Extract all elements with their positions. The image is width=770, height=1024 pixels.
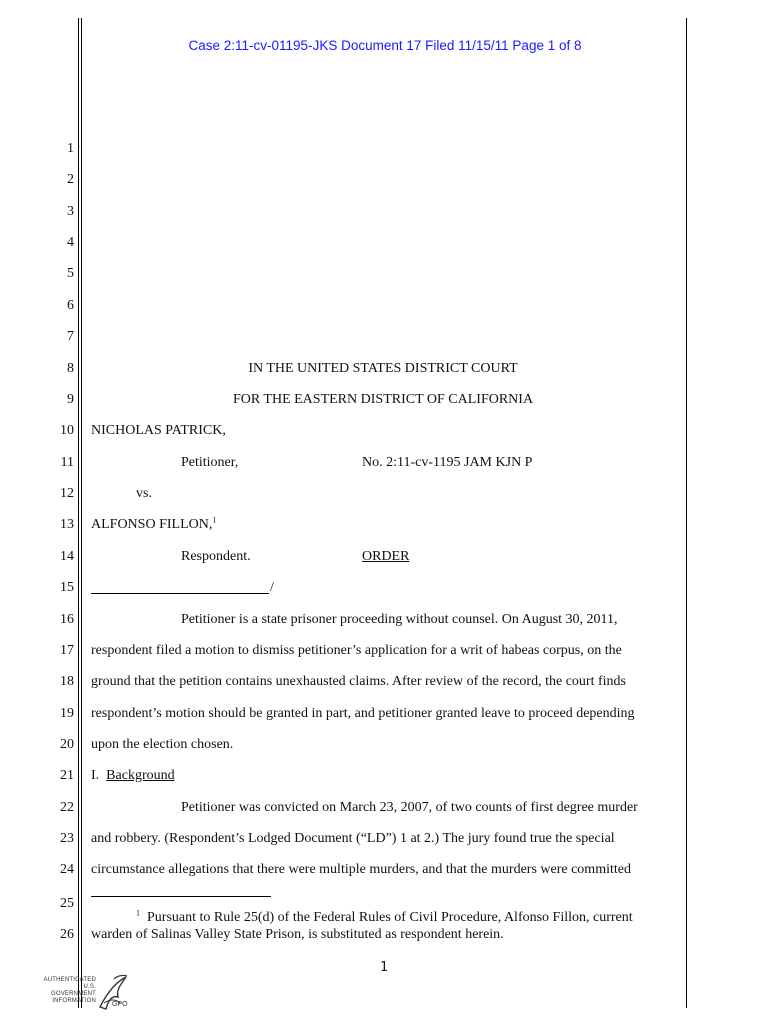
line-number: 19 [60,706,74,721]
line-number: 11 [60,455,74,470]
page-number: 1 [380,960,388,975]
body-line: respondent filed a motion to dismiss petitioner’s application for a writ of habeas corpus, on the [91,643,622,658]
line-number: 12 [60,486,74,501]
line-number: 5 [67,266,74,281]
body-line: ground that the petition contains unexhausted claims. After review of the record, the court finds [91,674,626,689]
line-number: 3 [67,204,74,219]
petitioner-role: Petitioner, [181,455,239,470]
caption-underline [91,593,269,594]
line-number: 16 [60,612,74,627]
respondent-name: ALFONSO FILLON,$^1$ [91,515,217,532]
caption-slash: / [270,580,274,595]
gpo-label: GPO [112,1001,128,1008]
line-number: 22 [60,800,74,815]
line-number: 13 [60,517,74,532]
line-number: 2 [67,172,74,187]
badge-text: AUTHENTICATED [43,977,96,983]
body-line: respondent’s motion should be granted in part, and petitioner granted leave to proceed depending [91,706,635,721]
body-line: Petitioner is a state prisoner proceeding without counsel. On August 30, 2011, [181,612,618,627]
section-heading: I. Background [91,768,175,783]
line-number: 7 [67,329,74,344]
case-number: No. 2:11-cv-1195 JAM KJN P [362,455,533,470]
line-number: 9 [67,392,74,407]
footnote-separator [91,896,271,897]
footnote-line: $^1$ Pursuant to Rule 25(d) of the Federal Rules of Civil Procedure, Alfonso Fillon, current [136,908,633,925]
court-name: IN THE UNITED STATES DISTRICT COURT [248,361,518,376]
line-number: 4 [67,235,74,250]
line-number: 25 [60,896,74,911]
line-number: 24 [60,862,74,877]
footnote-ref: 1 [212,515,217,525]
body-line: circumstance allegations that there were multiple murders, and that the murders were committed [91,862,631,877]
left-margin-rule-inner [81,18,82,1008]
line-number: 20 [60,737,74,752]
court-district: FOR THE EASTERN DISTRICT OF CALIFORNIA [232,392,534,407]
badge-text: INFORMATION [52,998,96,1004]
body-line: and robbery. (Respondent’s Lodged Document (“LD”) 1 at 2.) The jury found true the special [91,831,615,846]
line-number: 6 [67,298,74,313]
line-number: 21 [60,768,74,783]
line-number: 26 [60,927,74,942]
line-number: 15 [60,580,74,595]
gpo-authentication-badge [40,973,130,1015]
line-number: 17 [60,643,74,658]
right-margin-rule [686,18,687,1008]
order-title: ORDER [362,549,410,564]
line-number: 8 [67,361,74,376]
section-title: Background [106,768,175,783]
body-line: upon the election chosen. [91,737,234,752]
respondent-role: Respondent. [181,549,251,564]
case-header: Case 2:11-cv-01195-JKS Document 17 Filed 11/15/11 Page 1 of 8 [188,38,582,53]
line-number: 23 [60,831,74,846]
badge-text: U.S. GOVERNMENT [50,984,96,997]
versus: vs. [136,486,152,501]
body-line: Petitioner was convicted on March 23, 2007, of two counts of first degree murder [181,800,638,815]
line-number: 18 [60,674,74,689]
line-number: 14 [60,549,74,564]
petitioner-name: NICHOLAS PATRICK, [91,423,226,438]
footnote-line: warden of Salinas Valley State Prison, is substituted as respondent herein. [91,927,504,942]
footnote-mark: 1 [136,908,140,918]
line-number: 10 [60,423,74,438]
line-number: 1 [67,141,74,156]
left-margin-rule-outer [78,18,79,1008]
